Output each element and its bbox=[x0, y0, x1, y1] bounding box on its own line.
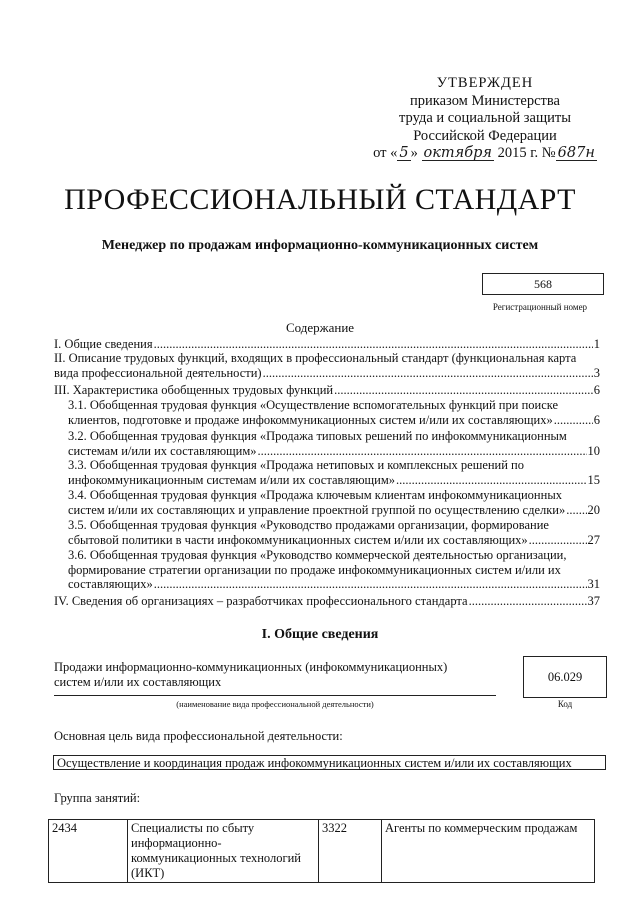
toc-entry-line: 3.6. Обобщенная трудовая функция «Руководство коммерческой деятельностью организации, bbox=[68, 548, 567, 562]
order-number-handwritten: 687н bbox=[557, 145, 595, 161]
toc-entry-line: 3.1. Обобщенная трудовая функция «Осуществление вспомогательных функций при поиске bbox=[68, 398, 559, 412]
toc-entry bbox=[68, 518, 600, 547]
toc-page-number: 15 bbox=[587, 472, 600, 487]
activity-code-label: Код bbox=[557, 699, 573, 709]
occupation-group-table bbox=[48, 819, 595, 883]
toc-page-number: 1 bbox=[593, 337, 600, 351]
toc-page-number: 10 bbox=[587, 443, 600, 458]
section-heading: I. Общие сведения bbox=[261, 627, 379, 642]
toc-dot-leader bbox=[258, 444, 587, 459]
toc-entry-last-line bbox=[68, 577, 600, 592]
toc-entry-title: клиентов, подготовке и продаже инфокоммуникационных систем и/или их составляющих» bbox=[68, 412, 553, 427]
toc-entry-title: инфокоммуникационным системам и/или их составляющим» bbox=[68, 472, 396, 487]
toc-entry-last-line bbox=[54, 594, 600, 609]
toc-entry bbox=[54, 383, 600, 398]
group-name-1: Специалисты по сбыту информационно-коммуникационных технологий (ИКТ) bbox=[128, 820, 319, 883]
toc-entry-line: 3.2. Обобщенная трудовая функция «Продажа типовых решений по инфокоммуникационным bbox=[68, 429, 567, 443]
toc-entry-last-line bbox=[54, 337, 600, 352]
page-subtitle: Менеджер по продажам информационно-коммуникационных систем bbox=[101, 238, 539, 253]
activity-name-line-2: систем и/или их составляющих bbox=[54, 675, 222, 689]
toc-entry-line: 3.4. Обобщенная трудовая функция «Продажа ключевым клиентам инфокоммуникационных bbox=[68, 488, 562, 502]
group-code-2: 3322 bbox=[319, 820, 382, 883]
toc-entry bbox=[54, 337, 600, 352]
activity-name bbox=[54, 660, 494, 690]
date-day-handwritten: 5 bbox=[399, 145, 409, 161]
toc-entry-title: составляющих» bbox=[68, 577, 153, 591]
toc-page-number: 27 bbox=[587, 532, 600, 547]
toc-entry-last-line bbox=[68, 473, 600, 488]
toc-dot-leader bbox=[396, 473, 586, 488]
toc-dot-leader bbox=[469, 594, 587, 609]
table-row bbox=[49, 820, 595, 883]
toc-page-number: 31 bbox=[587, 577, 600, 591]
toc-entry-line: 3.5. Обобщенная трудовая функция «Руководство продажами организации, формирование bbox=[68, 518, 549, 532]
toc-entry bbox=[68, 458, 600, 487]
toc-page-number: 6 bbox=[593, 412, 600, 427]
toc-dot-leader bbox=[554, 413, 593, 428]
approval-date-line bbox=[360, 145, 610, 163]
toc-entry-title: III. Характеристика обобщенных трудовых функций bbox=[54, 383, 334, 397]
date-mid: » bbox=[410, 145, 418, 161]
toc-entry-title: системам и/или их составляющим» bbox=[68, 443, 257, 458]
activity-code-box: 06.029 bbox=[523, 656, 607, 698]
group-label: Группа занятий: bbox=[54, 791, 141, 805]
toc-entry-line: 3.3. Обобщенная трудовая функция «Продажа нетиповых и комплексных решений по bbox=[68, 458, 524, 472]
approval-line-1: приказом Министерства bbox=[410, 92, 560, 109]
toc-entry-title: систем и/или их составляющих и управление проектной группой по осуществлению сделки» bbox=[68, 502, 566, 517]
toc-entry bbox=[68, 488, 600, 517]
approval-title: УТВЕРЖДЕН bbox=[436, 75, 534, 91]
goal-box: Осуществление и координация продаж инфокоммуникационных систем и/или их составляющих bbox=[53, 755, 606, 770]
page-title: ПРОФЕССИОНАЛЬНЫЙ СТАНДАРТ bbox=[64, 183, 576, 216]
toc-dot-leader bbox=[263, 366, 593, 381]
toc-page-number: 3 bbox=[593, 365, 600, 380]
registration-number-label: Регистрационный номер bbox=[492, 302, 588, 312]
date-prefix: от « bbox=[373, 145, 398, 161]
toc-entry bbox=[68, 398, 600, 427]
toc-entry-title: I. Общие сведения bbox=[54, 337, 153, 351]
toc-dot-leader bbox=[566, 503, 586, 518]
toc-entry-last-line bbox=[54, 366, 600, 381]
registration-number-box: 568 bbox=[482, 273, 604, 295]
goal-label: Основная цель вида профессиональной деятельности: bbox=[54, 729, 343, 743]
group-name-2: Агенты по коммерческим продажам bbox=[382, 820, 595, 883]
toc-page-number: 6 bbox=[593, 383, 600, 397]
toc-entry-line: формирование стратегии организации по продаже инфокоммуникационных систем и/или их bbox=[68, 562, 561, 577]
toc-entry-last-line bbox=[68, 444, 600, 459]
toc-entry bbox=[54, 594, 600, 609]
toc-page-number: 20 bbox=[587, 502, 600, 517]
toc-page-number: 37 bbox=[587, 594, 600, 608]
activity-underline bbox=[54, 695, 496, 696]
toc-dot-leader bbox=[334, 383, 593, 398]
toc-entry-last-line bbox=[54, 383, 600, 398]
date-month-handwritten: октября bbox=[423, 145, 492, 161]
activity-caption: (наименование вида профессиональной деятельности) bbox=[176, 699, 374, 709]
approval-line-2: труда и социальной защиты bbox=[399, 110, 571, 126]
toc-entry-last-line bbox=[68, 413, 600, 428]
toc-entry bbox=[54, 351, 600, 380]
toc-dot-leader bbox=[154, 577, 587, 592]
toc-entry-last-line bbox=[68, 503, 600, 518]
activity-name-line-1: Продажи информационно-коммуникационных (инфокоммуникационных) bbox=[54, 660, 448, 674]
date-year: 2015 г. № bbox=[497, 145, 556, 161]
toc-entry bbox=[68, 429, 600, 458]
toc-heading: Содержание bbox=[285, 320, 355, 335]
group-code-1: 2434 bbox=[49, 820, 128, 883]
toc-entry-title: вида профессиональной деятельности) bbox=[54, 365, 262, 380]
toc-entry bbox=[68, 548, 600, 592]
toc-dot-leader bbox=[529, 533, 587, 548]
toc-entry-line: II. Описание трудовых функций, входящих в профессиональный стандарт (функциональная карта bbox=[54, 351, 577, 365]
approval-line-3: Российской Федерации bbox=[413, 127, 557, 144]
approval-block bbox=[360, 75, 610, 163]
toc-entry-last-line bbox=[68, 533, 600, 548]
toc-dot-leader bbox=[154, 337, 593, 352]
toc-entry-title: сбытовой политики в части инфокоммуникационных систем и/или их составляющих» bbox=[68, 532, 528, 547]
toc-entry-title: IV. Сведения об организациях – разработчиках профессионального стандарта bbox=[54, 594, 468, 608]
